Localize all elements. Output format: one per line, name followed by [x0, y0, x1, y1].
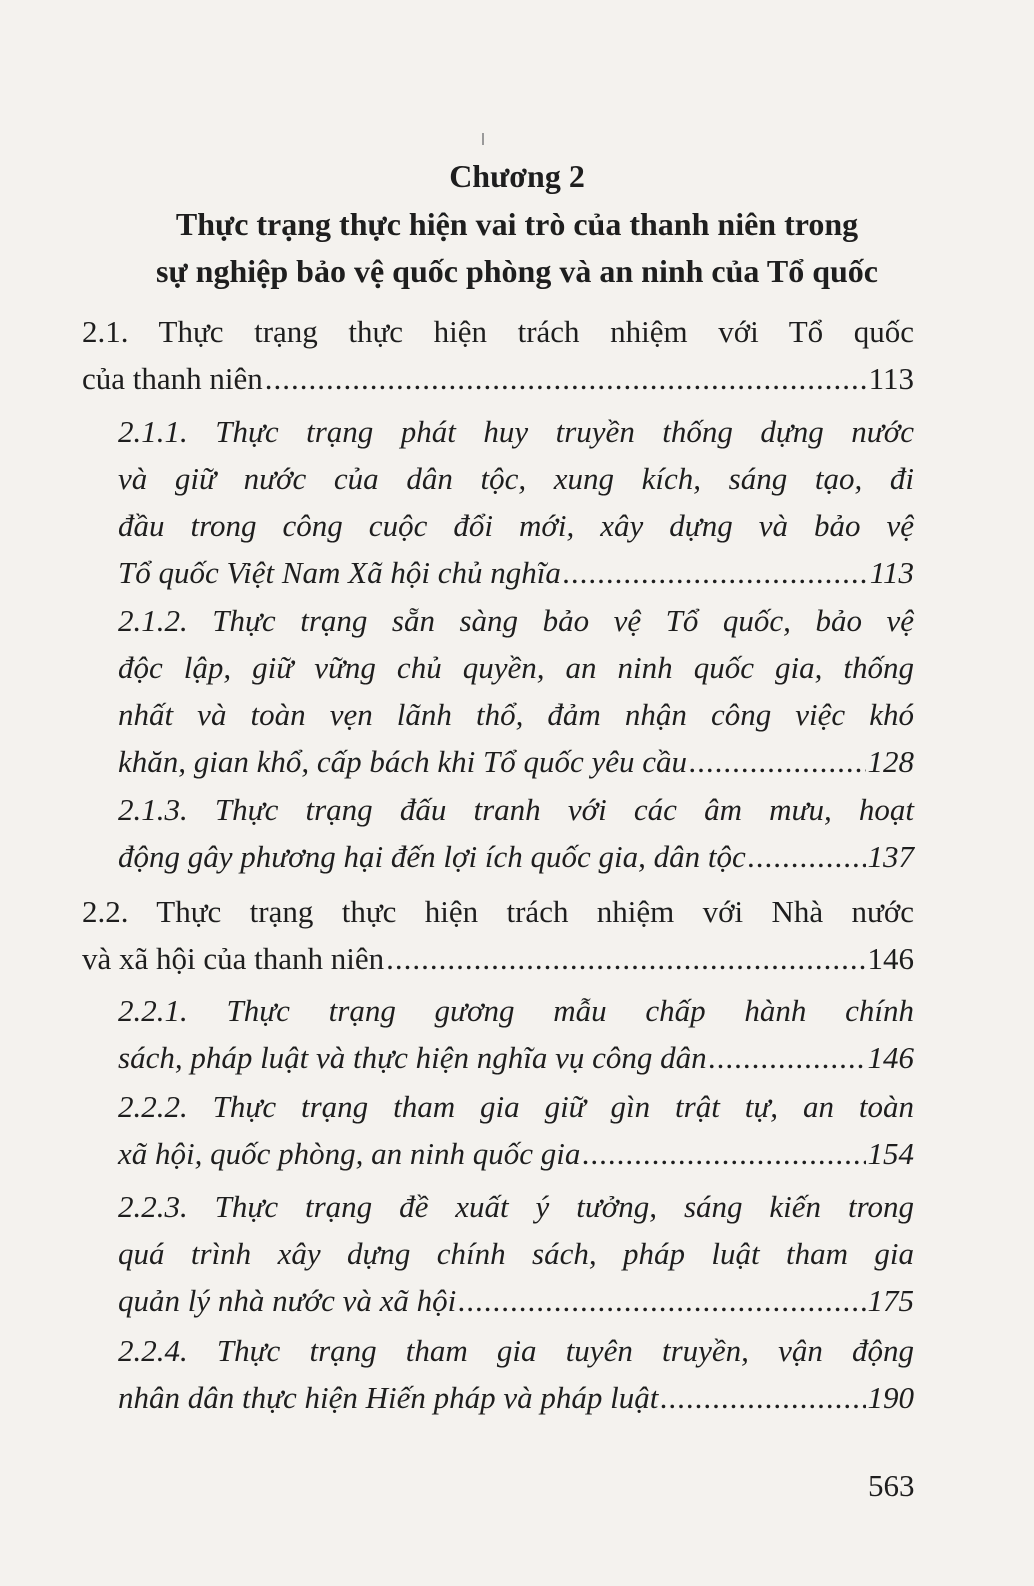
- dot-leader: [709, 1034, 866, 1081]
- chapter-label: Chương 2: [449, 158, 585, 194]
- toc-entry-line: 2.1.2. Thực trạng sẵn sàng bảo vệ Tổ quốc, bảo vệ: [118, 603, 914, 638]
- toc-entry-2-2-2[interactable]: [118, 1083, 914, 1177]
- toc-entry-line: 2.2.4. Thực trạng tham gia tuyên truyền, vận động: [118, 1333, 914, 1368]
- chapter-title-line-1: Thực trạng thực hiện vai trò của thanh niên trong: [175, 206, 859, 242]
- toc-entry-text: xã hội, quốc phòng, an ninh quốc gia: [118, 1136, 581, 1171]
- toc-entry-line: 2.2. Thực trạng thực hiện trách nhiệm với Nhà nước: [82, 894, 914, 929]
- toc-page-number: 175: [867, 1283, 914, 1318]
- toc-page-number: 190: [867, 1380, 914, 1415]
- toc-entry-2-1-3[interactable]: [118, 786, 914, 880]
- page-number: 563: [868, 1468, 915, 1503]
- toc-entry-text: nhân dân thực hiện Hiến pháp và pháp luật: [118, 1380, 659, 1415]
- toc-entry-line: 2.1. Thực trạng thực hiện trách nhiệm với Tổ quốc: [82, 314, 914, 349]
- toc-entry-last-line: [118, 1277, 914, 1324]
- toc-page-number: 146: [867, 941, 914, 976]
- toc-entry-2-1-2[interactable]: [118, 597, 914, 785]
- toc-entry-line: 2.2.1. Thực trạng gương mẫu chấp hành chính: [118, 993, 914, 1028]
- chapter-title: [60, 201, 974, 295]
- toc-entry-last-line: [118, 1130, 914, 1177]
- dot-leader: [689, 738, 865, 785]
- toc-entry-last-line: [82, 355, 914, 402]
- dot-leader: [386, 935, 865, 982]
- toc-entry-line: độc lập, giữ vững chủ quyền, an ninh quốc gia, thống: [118, 650, 914, 685]
- toc-entry-text: của thanh niên: [82, 361, 263, 396]
- toc-page-number: 113: [869, 555, 914, 590]
- print-mark: [482, 133, 484, 145]
- toc-entry-text: và xã hội của thanh niên: [82, 941, 385, 976]
- toc-entry-2-2-4[interactable]: [118, 1327, 914, 1421]
- toc-entry-2-2[interactable]: [82, 888, 914, 982]
- toc-entry-text: khăn, gian khổ, cấp bách khi Tổ quốc yêu cầu: [118, 744, 688, 779]
- toc-entry-text: Tổ quốc Việt Nam Xã hội chủ nghĩa: [118, 555, 561, 590]
- toc-entry-line: 2.1.3. Thực trạng đấu tranh với các âm mưu, hoạt: [118, 792, 914, 827]
- toc-page-number: 113: [868, 361, 914, 396]
- toc-entry-2-2-1[interactable]: [118, 987, 914, 1081]
- toc-page-number: 146: [867, 1040, 914, 1075]
- toc-entry-2-1[interactable]: [82, 308, 914, 402]
- toc-entry-line: 2.1.1. Thực trạng phát huy truyền thống dựng nước: [118, 414, 914, 449]
- dot-leader: [660, 1374, 865, 1421]
- toc-entry-last-line: [118, 833, 914, 880]
- toc-entry-text: động gây phương hại đến lợi ích quốc gia, dân tộc: [118, 839, 746, 874]
- toc-entry-last-line: [118, 738, 914, 785]
- toc-entry-last-line: [118, 1374, 914, 1421]
- toc-page-number: 154: [867, 1136, 914, 1171]
- toc-page-number: 128: [867, 744, 914, 779]
- toc-entry-line: và giữ nước của dân tộc, xung kích, sáng tạo, đi: [118, 461, 914, 496]
- toc-entry-line: 2.2.3. Thực trạng đề xuất ý tưởng, sáng kiến trong: [118, 1189, 914, 1224]
- dot-leader: [265, 355, 867, 402]
- chapter-title-line-2: sự nghiệp bảo vệ quốc phòng và an ninh của Tổ quốc: [156, 253, 878, 289]
- dot-leader: [563, 549, 868, 596]
- dot-leader: [748, 833, 866, 880]
- toc-entry-last-line: [118, 549, 914, 596]
- toc-entry-2-1-1[interactable]: [118, 408, 914, 596]
- toc-entry-line: quá trình xây dựng chính sách, pháp luật tham gia: [118, 1236, 914, 1271]
- toc-entry-last-line: [82, 935, 914, 982]
- toc-entry-last-line: [118, 1034, 914, 1081]
- toc-entry-text: quản lý nhà nước và xã hội: [118, 1283, 457, 1318]
- toc-entry-line: 2.2.2. Thực trạng tham gia giữ gìn trật tự, an toàn: [118, 1089, 914, 1124]
- toc-entry-2-2-3[interactable]: [118, 1183, 914, 1324]
- dot-leader: [458, 1277, 865, 1324]
- toc-entry-line: đầu trong công cuộc đổi mới, xây dựng và bảo vệ: [118, 508, 914, 543]
- toc-entry-text: sách, pháp luật và thực hiện nghĩa vụ công dân: [118, 1040, 707, 1075]
- dot-leader: [582, 1130, 865, 1177]
- toc-page-number: 137: [867, 839, 914, 874]
- toc-entry-line: nhất và toàn vẹn lãnh thổ, đảm nhận công việc khó: [118, 697, 914, 732]
